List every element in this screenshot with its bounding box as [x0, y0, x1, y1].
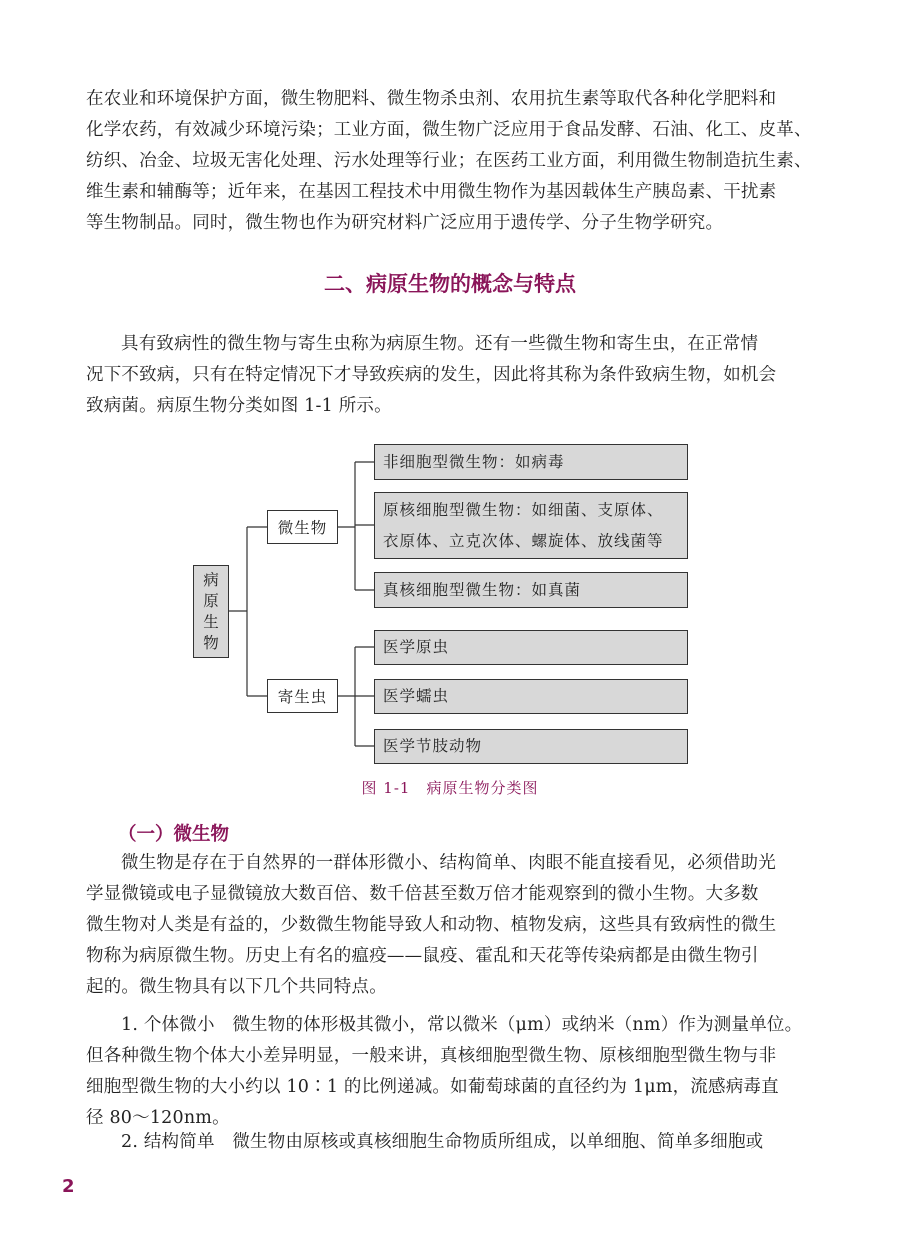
text-line: 等生物制品。同时，微生物也作为研究材料广泛应用于遗传学、分子生物学研究。: [86, 213, 724, 233]
point2-paragraph: [86, 1127, 816, 1158]
text-line: 微生物对人类是有益的，少数微生物能导致人和动物、植物发病，这些具有致病性的微生: [86, 915, 777, 935]
text-line: 致病菌。病原生物分类如图 1-1 所示。: [86, 396, 392, 416]
text-line: 在农业和环境保护方面，微生物肥料、微生物杀虫剂、农用抗生素等取代各种化学肥料和: [86, 89, 777, 109]
leaf-label: 医学蠕虫: [383, 687, 450, 705]
figure-caption: 图 1-1 病原生物分类图: [361, 779, 539, 797]
text-line: 物称为病原微生物。历史上有名的瘟疫——鼠疫、霍乱和天花等传染病都是由微生物引: [86, 946, 759, 966]
leaf-node-arthropod: [374, 729, 688, 764]
root-char: 物: [203, 634, 219, 652]
text-line: 纺织、冶金、垃圾无害化处理、污水处理等行业；在医药工业方面，利用微生物制造抗生素、: [86, 151, 812, 171]
subsection-paragraph: [86, 848, 816, 1003]
leaf-node-noncellular: [374, 444, 688, 480]
branch-label: 寄生虫: [277, 688, 328, 706]
text-line: 化学农药，有效减少环境污染；工业方面，微生物广泛应用于食品发酵、石油、化工、皮革、: [86, 120, 812, 140]
text-line: 1. 个体微小 微生物的体形极其微小，常以微米（μm）或纳米（nm）作为测量单位。: [121, 1015, 803, 1035]
leaf-label: [375, 495, 664, 557]
root-char: 原: [203, 592, 219, 610]
text-line: 细胞型微生物的大小约以 10∶1 的比例递减。如葡萄球菌的直径约为 1μm，流感病毒直: [86, 1077, 779, 1097]
leaf-label: 医学节肢动物: [383, 737, 483, 755]
leaf-label: 医学原虫: [383, 638, 450, 656]
text-line: 况下不致病，只有在特定情况下才导致疾病的发生，因此将其称为条件致病生物，如机会: [86, 365, 777, 385]
text-line: 维生素和辅酶等；近年来，在基因工程技术中用微生物作为基因载体生产胰岛素、干扰素: [86, 182, 777, 202]
text-line: 学显微镜或电子显微镜放大数百倍、数千倍甚至数万倍才能观察到的微小生物。大多数: [86, 884, 759, 904]
section-title: 二、病原生物的概念与特点: [324, 272, 576, 296]
text-line: 2. 结构简单 微生物由原核或真核细胞生命物质所组成，以单细胞、简单多细胞或: [121, 1132, 764, 1152]
leaf-label-line: 原核细胞型微生物：如细菌、支原体、: [383, 500, 664, 519]
leaf-node-eukaryotic: [374, 572, 688, 608]
text-line: 起的。微生物具有以下几个共同特点。: [86, 977, 387, 997]
text-line: 径 80～120nm。: [86, 1108, 230, 1128]
root-char: 生: [203, 613, 219, 631]
branch-node-parasite: [267, 679, 338, 713]
page-number: 2: [62, 1176, 75, 1197]
leaf-label-line: 衣原体、立克次体、螺旋体、放线菌等: [383, 531, 664, 550]
root-node-pathogen: [193, 565, 229, 658]
subsection-title: （一）微生物: [118, 824, 230, 845]
leaf-label: 非细胞型微生物：如病毒: [383, 452, 565, 471]
point1-paragraph: [86, 1010, 816, 1134]
branch-label: 微生物: [277, 519, 328, 537]
root-char: 病: [203, 571, 219, 589]
text-line: 但各种微生物个体大小差异明显，一般来讲，真核细胞型微生物、原核细胞型微生物与非: [86, 1046, 777, 1066]
leaf-node-helminth: [374, 679, 688, 714]
leaf-node-protozoa: [374, 630, 688, 665]
leaf-node-prokaryotic: [374, 492, 688, 559]
leaf-label: 真核细胞型微生物：如真菌: [383, 580, 582, 599]
text-line: 具有致病性的微生物与寄生虫称为病原生物。还有一些微生物和寄生虫，在正常情: [121, 334, 759, 354]
branch-node-microbe: [267, 510, 338, 544]
text-line: 微生物是存在于自然界的一群体形微小、结构简单、肉眼不能直接看见，必须借助光: [121, 853, 776, 873]
